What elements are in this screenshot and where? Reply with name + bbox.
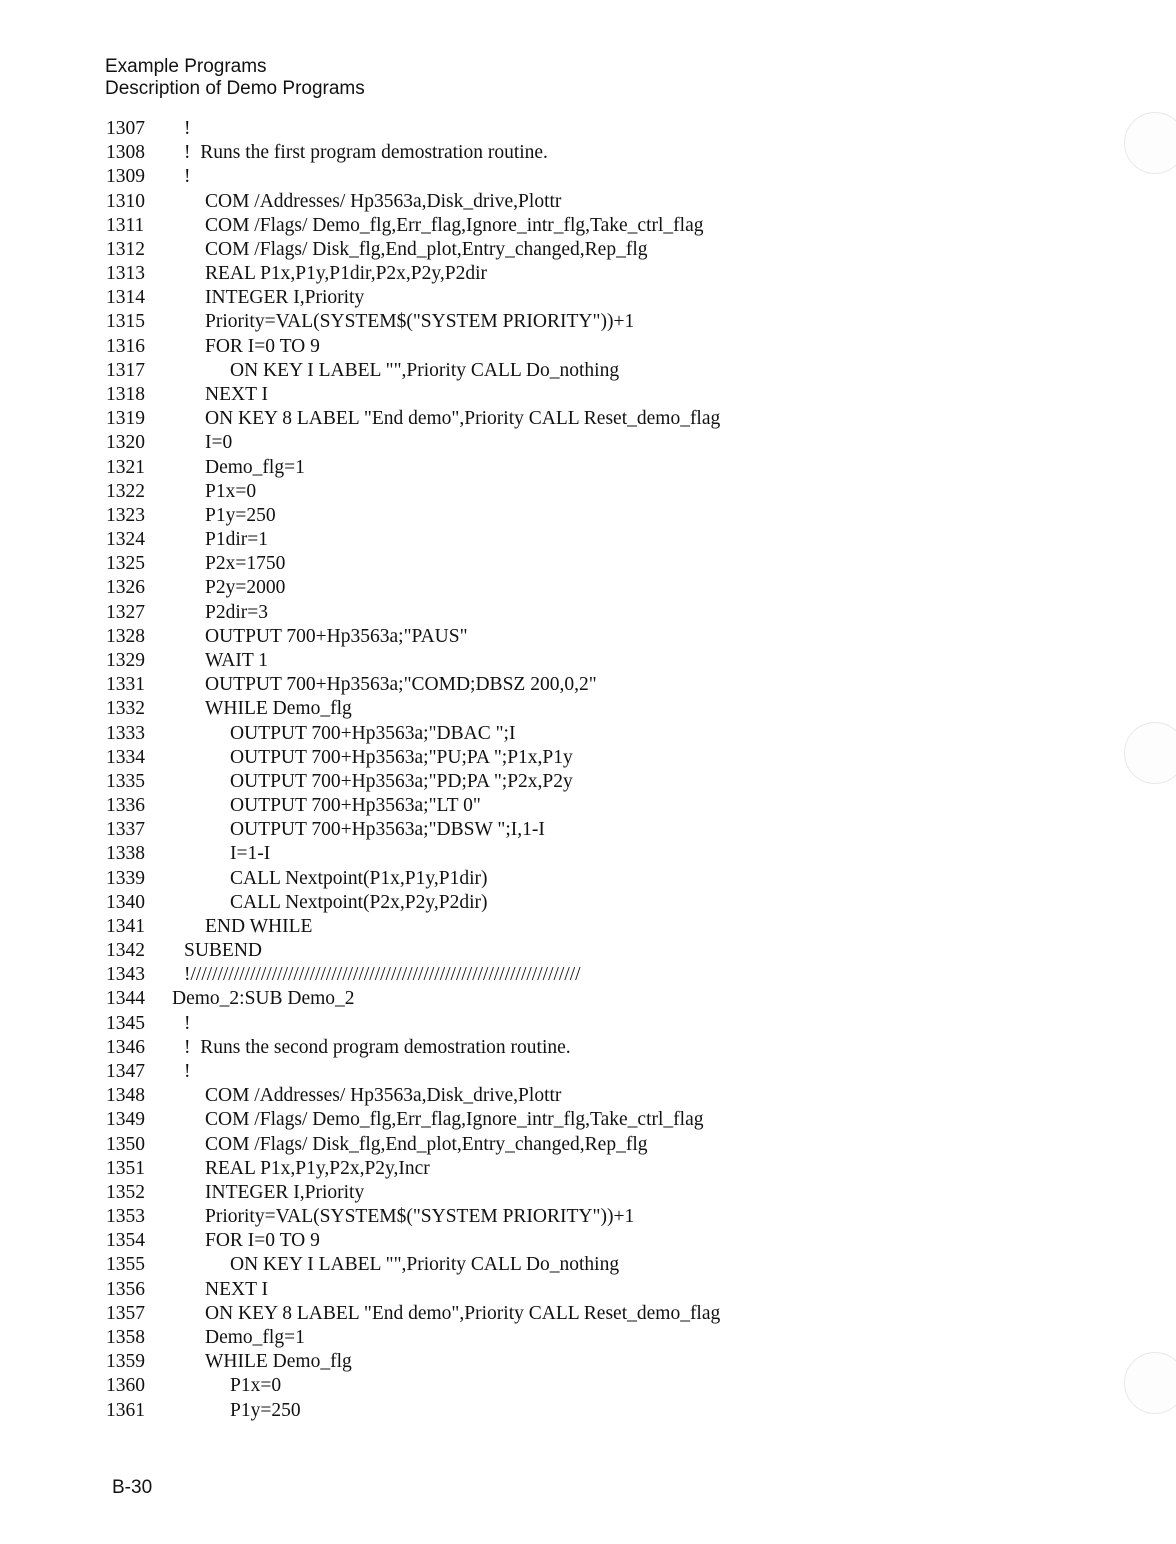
- line-number: 1356: [106, 1278, 145, 1300]
- line-number: 1344: [106, 988, 145, 1010]
- code-text: P2y=2000: [205, 577, 286, 599]
- code-text: COM /Addresses/ Hp3563a,Disk_drive,Plottr: [205, 1085, 562, 1107]
- code-text: Priority=VAL(SYSTEM$("SYSTEM PRIORITY"))+1: [205, 1206, 635, 1228]
- line-number: 1345: [106, 1012, 145, 1034]
- code-text: I=1-I: [230, 843, 271, 865]
- code-text: P1y=250: [230, 1399, 301, 1421]
- line-number: 1321: [106, 456, 145, 478]
- code-text: OUTPUT 700+Hp3563a;"DBSW ";I,1-I: [230, 819, 545, 841]
- code-text: !: [184, 1012, 191, 1034]
- line-number: 1329: [106, 649, 145, 671]
- code-text: OUTPUT 700+Hp3563a;"LT 0": [230, 795, 481, 817]
- line-number: 1346: [106, 1036, 145, 1058]
- code-text: OUTPUT 700+Hp3563a;"PU;PA ";P1x,P1y: [230, 746, 573, 768]
- code-text: COM /Flags/ Demo_flg,Err_flag,Ignore_intr_flg,Take_ctrl_flag: [205, 1109, 704, 1131]
- punch-hole-top: [1124, 112, 1176, 174]
- code-text: ! Runs the second program demostration routine.: [184, 1036, 571, 1058]
- subsection-title: Description of Demo Programs: [105, 78, 365, 99]
- code-text: INTEGER I,Priority: [205, 1181, 365, 1203]
- page-number: B-30: [112, 1477, 153, 1498]
- line-number: 1310: [106, 190, 145, 212]
- section-title: Example Programs: [105, 56, 267, 77]
- line-number: 1361: [106, 1399, 145, 1421]
- line-number: 1351: [106, 1157, 145, 1179]
- code-text: Demo_flg=1: [205, 1327, 305, 1348]
- line-number: 1313: [106, 263, 145, 285]
- punch-hole-middle: [1124, 722, 1176, 784]
- code-text: !: [184, 1061, 191, 1083]
- line-number: 1317: [106, 359, 145, 381]
- line-number: 1342: [106, 940, 145, 962]
- line-number: 1347: [106, 1061, 145, 1083]
- line-number: 1322: [106, 480, 145, 502]
- code-text: P1x=0: [230, 1375, 282, 1397]
- line-number: 1326: [106, 577, 145, 599]
- line-number: 1331: [106, 674, 145, 696]
- code-text: COM /Addresses/ Hp3563a,Disk_drive,Plottr: [205, 190, 562, 212]
- code-text: ! Runs the first program demostration routine.: [184, 142, 548, 164]
- code-text: WHILE Demo_flg: [205, 698, 352, 720]
- code-text: FOR I=0 TO 9: [205, 1230, 320, 1252]
- line-number: 1353: [106, 1206, 145, 1228]
- code-text: OUTPUT 700+Hp3563a;"COMD;DBSZ 200,0,2": [205, 674, 597, 696]
- line-number: 1315: [106, 311, 145, 333]
- code-text: SUBEND: [184, 940, 263, 962]
- line-number: 1352: [106, 1181, 145, 1203]
- line-number: 1311: [106, 214, 145, 236]
- code-text: COM /Flags/ Disk_flg,End_plot,Entry_changed,Rep_flg: [205, 238, 648, 260]
- line-number: 1334: [106, 746, 145, 768]
- line-number: 1328: [106, 625, 145, 647]
- line-number: 1333: [106, 722, 145, 744]
- line-number: 1357: [106, 1302, 145, 1324]
- line-number: 1338: [106, 843, 145, 865]
- code-text: ON KEY 8 LABEL "End demo",Priority CALL Reset_demo_flag: [205, 408, 721, 430]
- code-text: !: [184, 118, 191, 139]
- line-number: 1340: [106, 891, 145, 913]
- line-number: 1341: [106, 915, 145, 937]
- code-text: Demo_2:SUB Demo_2: [172, 988, 355, 1010]
- line-number: 1316: [106, 335, 145, 357]
- code-text: P1dir=1: [205, 529, 269, 551]
- code-text: Priority=VAL(SYSTEM$("SYSTEM PRIORITY"))+1: [205, 311, 635, 333]
- line-number: 1358: [106, 1327, 145, 1348]
- code-text: I=0: [205, 432, 233, 454]
- code-text: INTEGER I,Priority: [205, 287, 365, 309]
- code-text: COM /Flags/ Demo_flg,Err_flag,Ignore_intr_flg,Take_ctrl_flag: [205, 214, 704, 236]
- code-text: ON KEY I LABEL "",Priority CALL Do_nothing: [230, 359, 620, 381]
- line-number: 1354: [106, 1230, 145, 1252]
- line-number: 1319: [106, 408, 145, 430]
- line-number: 1359: [106, 1351, 145, 1373]
- code-text: CALL Nextpoint(P2x,P2y,P2dir): [230, 891, 488, 913]
- line-number: 1335: [106, 770, 145, 792]
- line-number: 1309: [106, 166, 145, 188]
- code-text: Demo_flg=1: [205, 456, 305, 478]
- code-text: NEXT I: [205, 1278, 269, 1300]
- code-text: ON KEY I LABEL "",Priority CALL Do_nothing: [230, 1254, 620, 1276]
- code-text: !: [184, 166, 191, 188]
- line-number: 1337: [106, 819, 145, 841]
- line-number: 1320: [106, 432, 145, 454]
- line-number: 1348: [106, 1085, 145, 1107]
- line-number: 1350: [106, 1133, 145, 1155]
- code-text: REAL P1x,P1y,P1dir,P2x,P2y,P2dir: [205, 263, 488, 285]
- line-number: 1323: [106, 504, 145, 526]
- line-number: 1355: [106, 1254, 145, 1276]
- line-number: 1325: [106, 553, 145, 575]
- code-text: OUTPUT 700+Hp3563a;"PAUS": [205, 625, 468, 647]
- code-text: END WHILE: [205, 915, 313, 937]
- code-text: P2dir=3: [205, 601, 269, 623]
- line-number: 1339: [106, 867, 145, 889]
- line-number: 1336: [106, 795, 145, 817]
- line-number: 1349: [106, 1109, 145, 1131]
- code-text: P1y=250: [205, 504, 276, 526]
- line-number: 1314: [106, 287, 145, 309]
- code-text: WHILE Demo_flg: [205, 1351, 352, 1373]
- code-text: OUTPUT 700+Hp3563a;"PD;PA ";P2x,P2y: [230, 770, 573, 792]
- line-number: 1307: [106, 118, 145, 139]
- code-text: !////////////////////////////////////////////////////////////////////////: [184, 964, 581, 986]
- line-number: 1318: [106, 383, 145, 405]
- punch-hole-bottom: [1124, 1352, 1176, 1414]
- code-text: NEXT I: [205, 383, 269, 405]
- line-number: 1312: [106, 238, 145, 260]
- line-number: 1332: [106, 698, 145, 720]
- code-text: REAL P1x,P1y,P2x,P2y,Incr: [205, 1157, 430, 1179]
- line-number: 1324: [106, 529, 145, 551]
- line-number: 1327: [106, 601, 145, 623]
- code-text: COM /Flags/ Disk_flg,End_plot,Entry_changed,Rep_flg: [205, 1133, 648, 1155]
- line-number: 1308: [106, 142, 145, 164]
- code-text: CALL Nextpoint(P1x,P1y,P1dir): [230, 867, 488, 889]
- code-text: WAIT 1: [205, 649, 269, 671]
- line-number: 1360: [106, 1375, 145, 1397]
- code-text: OUTPUT 700+Hp3563a;"DBAC ";I: [230, 722, 516, 744]
- code-text: P2x=1750: [205, 553, 286, 575]
- code-text: ON KEY 8 LABEL "End demo",Priority CALL Reset_demo_flag: [205, 1302, 721, 1324]
- code-text: P1x=0: [205, 480, 257, 502]
- code-text: FOR I=0 TO 9: [205, 335, 320, 357]
- line-number: 1343: [106, 964, 145, 986]
